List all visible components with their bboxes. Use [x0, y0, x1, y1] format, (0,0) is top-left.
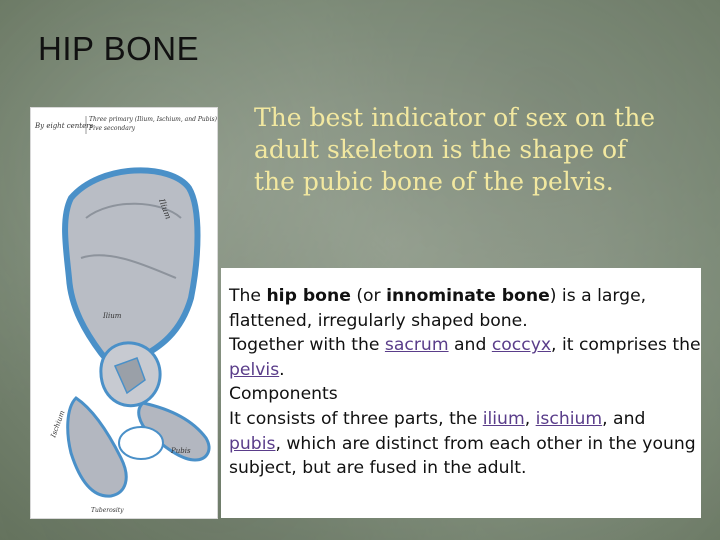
text-run: It consists of three parts, the [229, 408, 483, 429]
text-run: and [448, 335, 492, 356]
slide-subtitle: The best indicator of sex on the adult skeleton is the shape of the pubic bone of the pelvis. [254, 103, 656, 196]
info-paragraph-pelvis [229, 333, 701, 382]
label-tuberosity: Tuberosity [91, 507, 124, 514]
text-run: Together with the [229, 335, 385, 356]
slide-title: HIP BONE [38, 30, 200, 67]
text-run: ) is a large, flattened, irregularly shaped bone. [229, 286, 647, 331]
info-paragraph-parts [229, 407, 701, 481]
label-ilium: Ilium [157, 197, 173, 221]
label-pubis: Pubis [171, 447, 191, 455]
link-pelvis[interactable]: pelvis [229, 359, 280, 380]
text-run: , which are distinct from each other in the young subject, but are fused in the adult. [229, 433, 696, 479]
info-box [221, 268, 701, 518]
figure-caption-3: Five secondary [89, 125, 136, 132]
link-coccyx[interactable]: coccyx [491, 335, 552, 356]
term-hip-bone: hip bone [266, 286, 351, 306]
link-ilium[interactable]: ilium [482, 408, 525, 429]
text-run: , and [602, 408, 646, 429]
info-heading-components: Components [229, 384, 338, 405]
term-innominate-bone: innominate bone [386, 286, 550, 306]
hip-bone-figure [30, 107, 218, 519]
figure-caption-1: By eight centers [35, 122, 94, 130]
link-ischium[interactable]: ischium [535, 408, 603, 429]
text-run: (or [350, 286, 387, 306]
figure-caption-2: Three primary (Ilium, Ischium, and Pubis) [89, 116, 217, 123]
info-paragraph-definition [229, 284, 701, 333]
text-run: The [229, 286, 267, 306]
text-run: , [524, 408, 536, 429]
label-ilium-inner: Ilium [103, 312, 122, 320]
text-run: , it comprises the [551, 335, 701, 356]
label-ischium: Ischium [49, 409, 67, 439]
hip-bone-anatomical-illustration [31, 108, 217, 518]
link-pubis[interactable]: pubis [229, 433, 276, 454]
link-sacrum[interactable]: sacrum [384, 335, 449, 356]
text-run: . [279, 359, 285, 380]
obturator-foramen [119, 427, 163, 459]
